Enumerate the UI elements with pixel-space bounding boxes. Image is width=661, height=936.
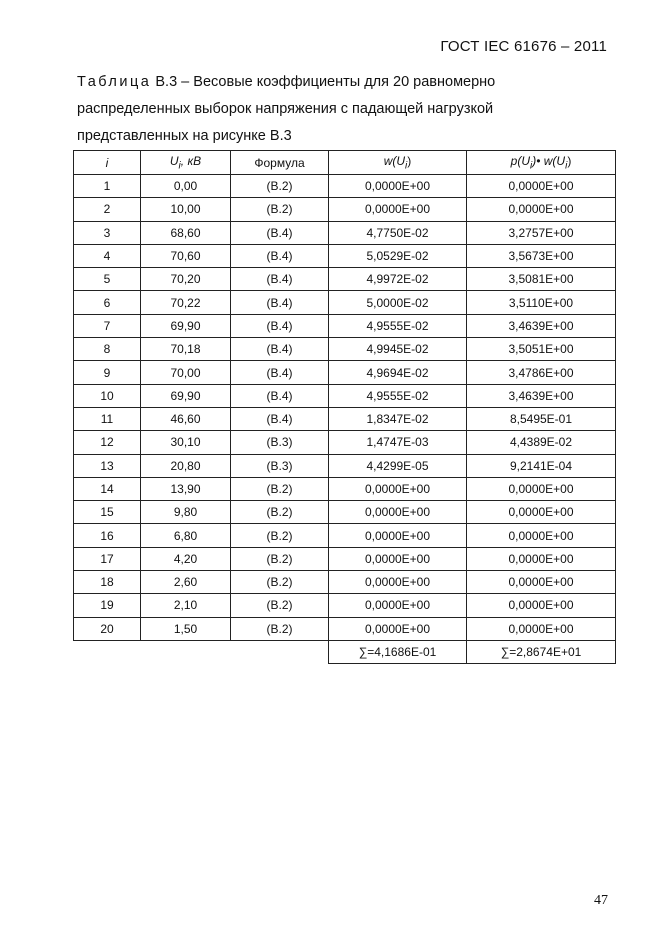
- cell-i: 18: [74, 571, 141, 594]
- cell-formula: (В.2): [231, 571, 329, 594]
- cell-product: 3,4639E+00: [467, 314, 616, 337]
- caption-line-3: представленных на рисунке В.3: [77, 128, 292, 144]
- cell-weight: 0,0000E+00: [329, 547, 467, 570]
- cell-weight: 4,4299E-05: [329, 454, 467, 477]
- cell-product: 3,4786E+00: [467, 361, 616, 384]
- cell-voltage: 69,90: [141, 384, 231, 407]
- cell-i: 15: [74, 501, 141, 524]
- cell-weight: 0,0000E+00: [329, 617, 467, 640]
- table-body: [74, 175, 616, 641]
- table-row: [74, 291, 616, 314]
- cell-voltage: 20,80: [141, 454, 231, 477]
- cell-voltage: 70,00: [141, 361, 231, 384]
- cell-i: 16: [74, 524, 141, 547]
- cell-product: 0,0000E+00: [467, 175, 616, 198]
- cell-weight: 4,7750E-02: [329, 221, 467, 244]
- caption-text-1: В.3 – Весовые коэффициенты для 20 равномерно: [151, 74, 496, 90]
- header-weight-close: ): [407, 153, 412, 168]
- cell-product: 0,0000E+00: [467, 617, 616, 640]
- cell-product: 4,4389E-02: [467, 431, 616, 454]
- table-row: [74, 571, 616, 594]
- cell-weight: 0,0000E+00: [329, 198, 467, 221]
- cell-product: 0,0000E+00: [467, 198, 616, 221]
- cell-i: 9: [74, 361, 141, 384]
- cell-weight: 5,0000E-02: [329, 291, 467, 314]
- cell-weight: 0,0000E+00: [329, 594, 467, 617]
- cell-voltage: 46,60: [141, 407, 231, 430]
- table-header-row: [74, 151, 616, 175]
- cell-i: 6: [74, 291, 141, 314]
- table-row: [74, 361, 616, 384]
- cell-product: 0,0000E+00: [467, 501, 616, 524]
- cell-formula: (В.4): [231, 244, 329, 267]
- header-product-sub2: i: [565, 160, 568, 172]
- cell-voltage: 2,10: [141, 594, 231, 617]
- header-weight-sub: i: [405, 160, 408, 172]
- cell-i: 5: [74, 268, 141, 291]
- cell-formula: (В.2): [231, 175, 329, 198]
- table-row: [74, 221, 616, 244]
- caption-label: Таблица: [77, 74, 152, 90]
- cell-i: 4: [74, 244, 141, 267]
- table-row: [74, 454, 616, 477]
- cell-voltage: 30,10: [141, 431, 231, 454]
- sum-product: ∑=2,8674E+01: [467, 640, 616, 663]
- sum-row: [74, 640, 616, 663]
- header-product-close: ): [567, 153, 572, 168]
- cell-product: 3,5051E+00: [467, 338, 616, 361]
- header-product-p: p(U: [510, 153, 530, 168]
- cell-formula: (В.4): [231, 221, 329, 244]
- cell-voltage: 13,90: [141, 477, 231, 500]
- cell-formula: (В.3): [231, 454, 329, 477]
- table-row: [74, 314, 616, 337]
- cell-voltage: 1,50: [141, 617, 231, 640]
- cell-formula: (В.4): [231, 338, 329, 361]
- cell-product: 3,4639E+00: [467, 384, 616, 407]
- cell-voltage: 0,00: [141, 175, 231, 198]
- header-product: [467, 151, 616, 175]
- cell-i: 12: [74, 431, 141, 454]
- cell-formula: (В.4): [231, 291, 329, 314]
- cell-product: 3,5110E+00: [467, 291, 616, 314]
- cell-product: 3,5673E+00: [467, 244, 616, 267]
- table-row: [74, 338, 616, 361]
- cell-voltage: 70,20: [141, 268, 231, 291]
- table-row: [74, 501, 616, 524]
- table-row: [74, 617, 616, 640]
- cell-i: 8: [74, 338, 141, 361]
- cell-voltage: 4,20: [141, 547, 231, 570]
- cell-formula: (В.2): [231, 547, 329, 570]
- cell-formula: (В.3): [231, 431, 329, 454]
- table-row: [74, 594, 616, 617]
- cell-product: 9,2141E-04: [467, 454, 616, 477]
- header-product-mid: )• w(U: [532, 153, 566, 168]
- cell-weight: 0,0000E+00: [329, 524, 467, 547]
- header-formula: Формула: [231, 151, 329, 175]
- cell-i: 20: [74, 617, 141, 640]
- cell-voltage: 69,90: [141, 314, 231, 337]
- cell-product: 8,5495E-01: [467, 407, 616, 430]
- header-voltage-sub: i: [178, 160, 181, 172]
- cell-formula: (В.2): [231, 617, 329, 640]
- caption-line-1: [77, 69, 597, 96]
- cell-weight: 1,8347E-02: [329, 407, 467, 430]
- cell-formula: (В.2): [231, 594, 329, 617]
- cell-weight: 0,0000E+00: [329, 501, 467, 524]
- weights-table: [73, 150, 616, 664]
- header-weight: [329, 151, 467, 175]
- cell-weight: 5,0529E-02: [329, 244, 467, 267]
- cell-product: 3,2757E+00: [467, 221, 616, 244]
- cell-weight: 1,4747E-03: [329, 431, 467, 454]
- table-row: [74, 407, 616, 430]
- cell-voltage: 10,00: [141, 198, 231, 221]
- sum-weight: ∑=4,1686E-01: [329, 640, 467, 663]
- cell-formula: (В.4): [231, 361, 329, 384]
- cell-i: 13: [74, 454, 141, 477]
- header-product-sub1: i: [530, 160, 533, 172]
- cell-weight: 0,0000E+00: [329, 571, 467, 594]
- standard-designation: ГОСТ IEC 61676 – 2011: [440, 38, 607, 55]
- cell-product: 0,0000E+00: [467, 571, 616, 594]
- table-row: [74, 547, 616, 570]
- cell-voltage: 9,80: [141, 501, 231, 524]
- table-row: [74, 244, 616, 267]
- cell-formula: (В.2): [231, 524, 329, 547]
- cell-i: 19: [74, 594, 141, 617]
- cell-weight: 0,0000E+00: [329, 175, 467, 198]
- cell-voltage: 70,18: [141, 338, 231, 361]
- table-caption: [77, 69, 597, 150]
- cell-i: 14: [74, 477, 141, 500]
- table-row: [74, 198, 616, 221]
- cell-weight: 4,9555E-02: [329, 314, 467, 337]
- header-voltage-unit: , кВ: [180, 153, 202, 168]
- cell-i: 11: [74, 407, 141, 430]
- cell-weight: 0,0000E+00: [329, 477, 467, 500]
- cell-i: 10: [74, 384, 141, 407]
- header-weight-symbol: w(U: [383, 153, 406, 168]
- cell-formula: (В.4): [231, 314, 329, 337]
- cell-voltage: 6,80: [141, 524, 231, 547]
- cell-product: 0,0000E+00: [467, 594, 616, 617]
- table-row: [74, 431, 616, 454]
- cell-formula: (В.4): [231, 268, 329, 291]
- cell-voltage: 68,60: [141, 221, 231, 244]
- sum-spacer: [74, 640, 329, 663]
- cell-formula: (В.2): [231, 477, 329, 500]
- cell-formula: (В.2): [231, 501, 329, 524]
- cell-weight: 4,9555E-02: [329, 384, 467, 407]
- cell-weight: 4,9972E-02: [329, 268, 467, 291]
- cell-product: 0,0000E+00: [467, 524, 616, 547]
- cell-formula: (В.4): [231, 384, 329, 407]
- header-voltage: [141, 151, 231, 175]
- page-number: 47: [594, 893, 608, 908]
- cell-i: 17: [74, 547, 141, 570]
- header-voltage-symbol: U: [169, 153, 179, 168]
- cell-i: 7: [74, 314, 141, 337]
- cell-voltage: 70,22: [141, 291, 231, 314]
- cell-voltage: 70,60: [141, 244, 231, 267]
- cell-i: 1: [74, 175, 141, 198]
- cell-voltage: 2,60: [141, 571, 231, 594]
- table-row: [74, 384, 616, 407]
- header-i: i: [74, 151, 141, 175]
- cell-i: 3: [74, 221, 141, 244]
- cell-i: 2: [74, 198, 141, 221]
- cell-formula: (В.2): [231, 198, 329, 221]
- cell-formula: (В.4): [231, 407, 329, 430]
- table-row: [74, 268, 616, 291]
- table-row: [74, 175, 616, 198]
- cell-weight: 4,9694E-02: [329, 361, 467, 384]
- cell-product: 3,5081E+00: [467, 268, 616, 291]
- caption-line-2: распределенных выборок напряжения с падающей нагрузкой: [77, 101, 494, 117]
- cell-product: 0,0000E+00: [467, 477, 616, 500]
- table-row: [74, 477, 616, 500]
- cell-weight: 4,9945E-02: [329, 338, 467, 361]
- table-row: [74, 524, 616, 547]
- cell-product: 0,0000E+00: [467, 547, 616, 570]
